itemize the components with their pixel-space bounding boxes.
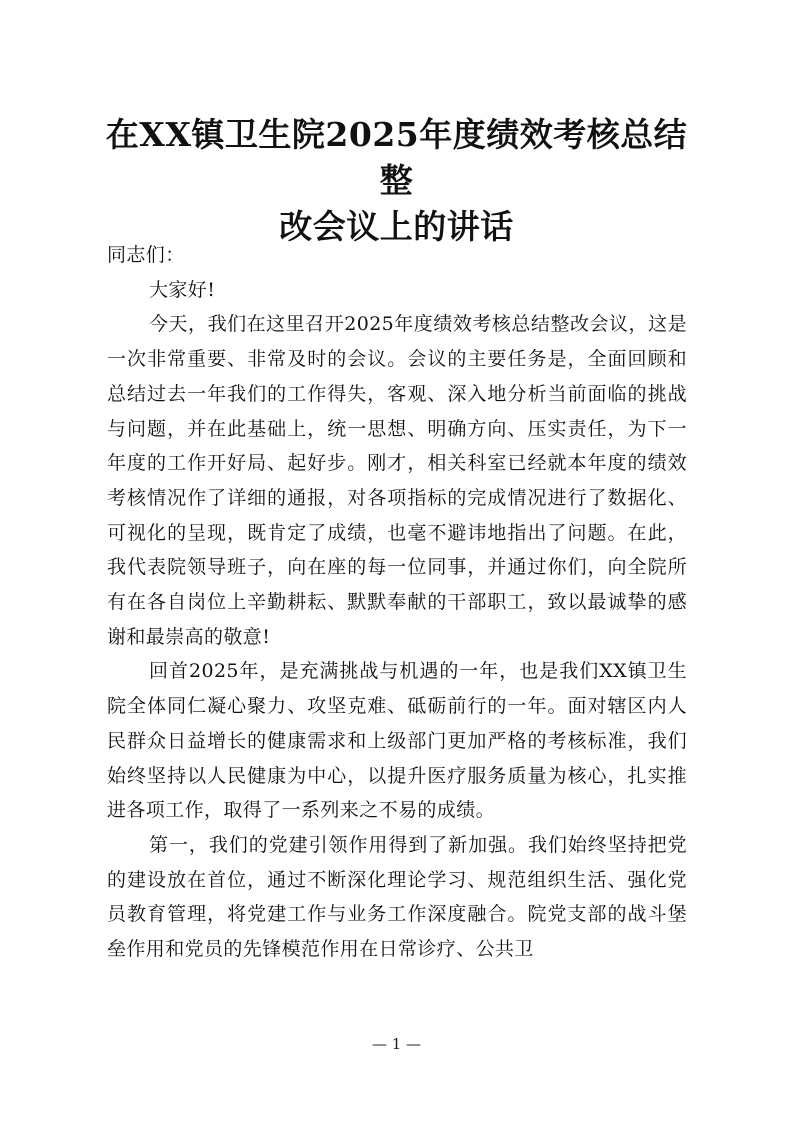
document-body xyxy=(107,238,687,967)
title-line-1: 在XX镇卫生院2025年度绩效考核总结整 xyxy=(105,115,688,200)
salutation: 同志们： xyxy=(107,244,185,266)
paragraph-party-building: 第一，我们的党建引领作用得到了新加强。我们始终坚持把党的建设放在首位，通过不断深化理论学习、规范组织生活、强化党员教育管理，将党建工作与业务工作深度融合。院党支部的战斗堡垒作用和党员的先锋模范作用在日常诊疗、公共卫 xyxy=(107,833,687,961)
paragraph-review: 回首2025年，是充满挑战与机遇的一年，也是我们XX镇卫生院全体同仁凝心聚力、攻坚克难、砥砺前行的一年。面对辖区内人民群众日益增长的健康需求和上级部门更加严格的考核标准，我们始终坚持以人民健康为中心，以提升医疗服务质量为核心，扎实推进各项工作，取得了一系列来之不易的成绩。 xyxy=(107,660,687,822)
document-title xyxy=(90,112,703,250)
title-line-2: 改会议上的讲话 xyxy=(279,207,514,246)
paragraph-introduction: 今天，我们在这里召开2025年度绩效考核总结整改会议，这是一次非常重要、非常及时的会议。会议的主要任务是，全面回顾和总结过去一年我们的工作得失，客观、深入地分析当前面临的挑战与问题，并在此基础上，统一思想、明确方向、压实责任，为下一年度的工作开好局、起好步。刚才，相关科室已经就本年度的绩效考核情况作了详细的通报，对各项指标的完成情况进行了数据化、可视化的呈现，既肯定了成绩，也毫不避讳地指出了问题。在此，我代表院领导班子，向在座的每一位同事，并通过你们，向全院所有在各自岗位上辛勤耕耘、默默奉献的干部职工，致以最诚挚的感谢和最崇高的敬意! xyxy=(107,313,687,648)
page-number: — 1 — xyxy=(371,1035,422,1053)
paragraph-greeting: 大家好! xyxy=(149,278,216,301)
